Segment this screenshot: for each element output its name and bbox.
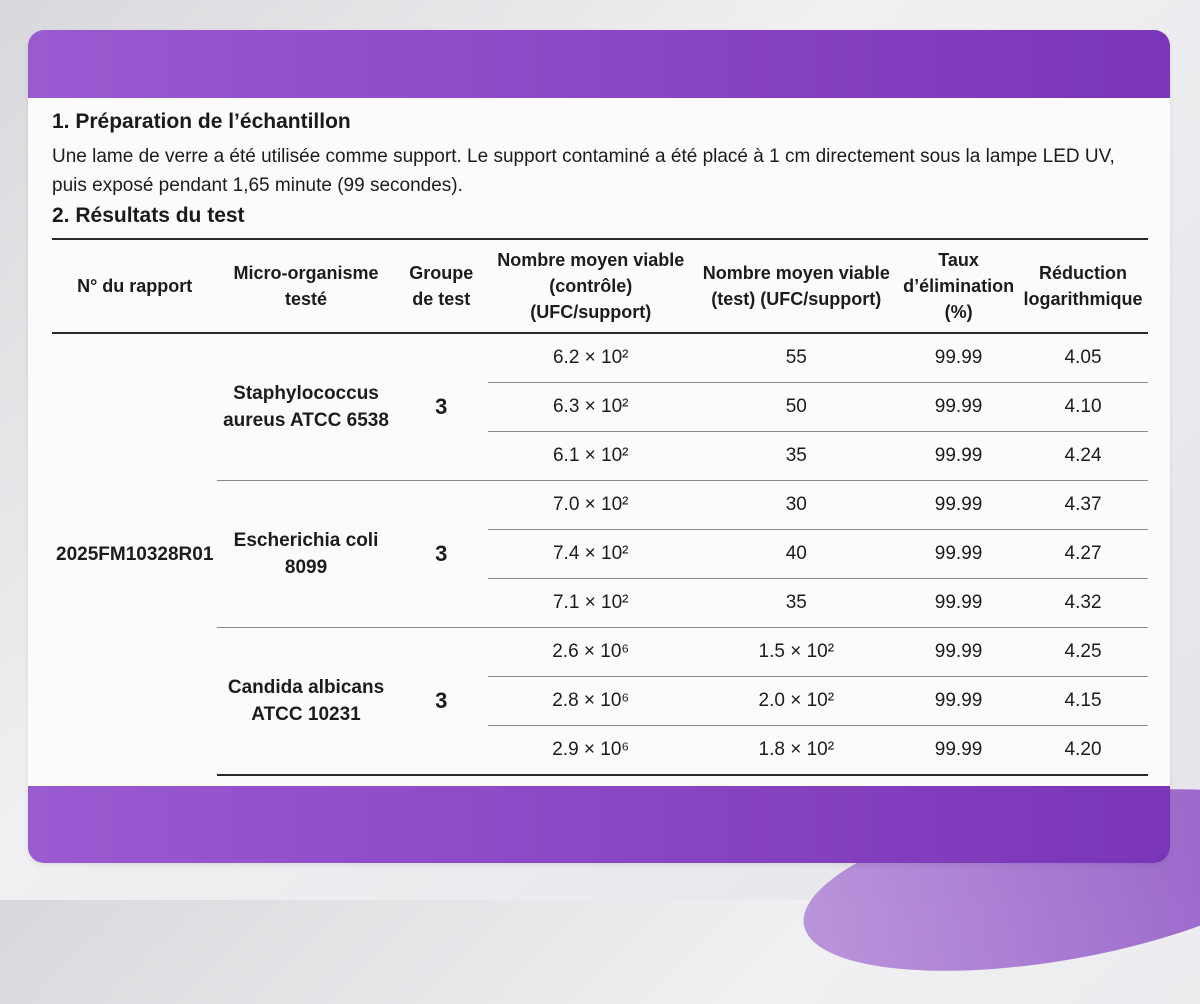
control-count-cell: 6.3 × 10²	[488, 383, 694, 432]
elimination-rate-cell: 99.99	[899, 726, 1018, 776]
group-cell: 3	[395, 333, 488, 481]
section-title-results: 2. Résultats du test	[52, 204, 245, 227]
test-count-cell: 50	[694, 383, 900, 432]
organism-cell: Escherichia coli 8099	[217, 481, 394, 628]
header-band	[28, 30, 1170, 98]
elimination-rate-cell: 99.99	[899, 579, 1018, 628]
log-reduction-cell: 4.27	[1018, 530, 1148, 579]
header-organism: Micro-organisme testé	[233, 263, 379, 309]
footer-band	[28, 786, 1170, 863]
group-cell: 3	[395, 628, 488, 776]
header-group: Groupe de test	[409, 263, 474, 309]
elimination-rate-cell: 99.99	[899, 677, 1018, 726]
log-reduction-cell: 4.37	[1018, 481, 1148, 530]
control-count-cell: 2.6 × 10⁶	[488, 628, 694, 677]
group-cell: 3	[395, 481, 488, 628]
header-elimination-rate: Taux d’élimination (%)	[903, 250, 1015, 322]
control-count-cell: 6.2 × 10²	[488, 333, 694, 383]
control-count-cell: 7.1 × 10²	[488, 579, 694, 628]
elimination-rate-cell: 99.99	[899, 530, 1018, 579]
organism-cell: Candida albicans ATCC 10231	[217, 628, 394, 776]
control-count-cell: 2.8 × 10⁶	[488, 677, 694, 726]
report-number-cell: 2025FM10328R01	[56, 543, 214, 565]
table-header-row	[52, 239, 1148, 333]
test-count-cell: 1.8 × 10²	[694, 726, 900, 776]
log-reduction-cell: 4.24	[1018, 432, 1148, 481]
test-count-cell: 55	[694, 333, 900, 383]
log-reduction-cell: 4.05	[1018, 333, 1148, 383]
test-count-cell: 35	[694, 432, 900, 481]
log-reduction-cell: 4.25	[1018, 628, 1148, 677]
log-reduction-cell: 4.32	[1018, 579, 1148, 628]
organism-cell: Staphylococcus aureus ATCC 6538	[217, 333, 394, 481]
log-reduction-cell: 4.15	[1018, 677, 1148, 726]
test-count-cell: 2.0 × 10²	[694, 677, 900, 726]
control-count-cell: 7.4 × 10²	[488, 530, 694, 579]
log-reduction-cell: 4.20	[1018, 726, 1148, 776]
elimination-rate-cell: 99.99	[899, 481, 1018, 530]
test-count-cell: 40	[694, 530, 900, 579]
elimination-rate-cell: 99.99	[899, 432, 1018, 481]
elimination-rate-cell: 99.99	[899, 383, 1018, 432]
log-reduction-cell: 4.10	[1018, 383, 1148, 432]
header-control-count: Nombre moyen viable (contrôle) (UFC/support)	[497, 250, 685, 322]
header-test-count: Nombre moyen viable (test) (UFC/support)	[702, 263, 890, 309]
control-count-cell: 2.9 × 10⁶	[488, 726, 694, 776]
header-report-no: N° du rapport	[77, 276, 193, 296]
control-count-cell: 6.1 × 10²	[488, 432, 694, 481]
section-title-preparation: 1. Préparation de l’échantillon	[52, 110, 351, 133]
results-table	[52, 238, 1148, 776]
control-count-cell: 7.0 × 10²	[488, 481, 694, 530]
test-count-cell: 35	[694, 579, 900, 628]
section-text-preparation: Une lame de verre a été utilisée comme support. Le support contaminé a été placé à 1 cm directement sous la lampe LED UV, puis exposé pendant 1,65 minute (99 secondes).	[52, 146, 1115, 196]
header-log-reduction: Réduction logarithmique	[1023, 263, 1143, 309]
elimination-rate-cell: 99.99	[899, 628, 1018, 677]
test-count-cell: 1.5 × 10²	[694, 628, 900, 677]
document-card	[28, 30, 1170, 863]
test-count-cell: 30	[694, 481, 900, 530]
elimination-rate-cell: 99.99	[899, 333, 1018, 383]
table-row	[52, 333, 1148, 383]
